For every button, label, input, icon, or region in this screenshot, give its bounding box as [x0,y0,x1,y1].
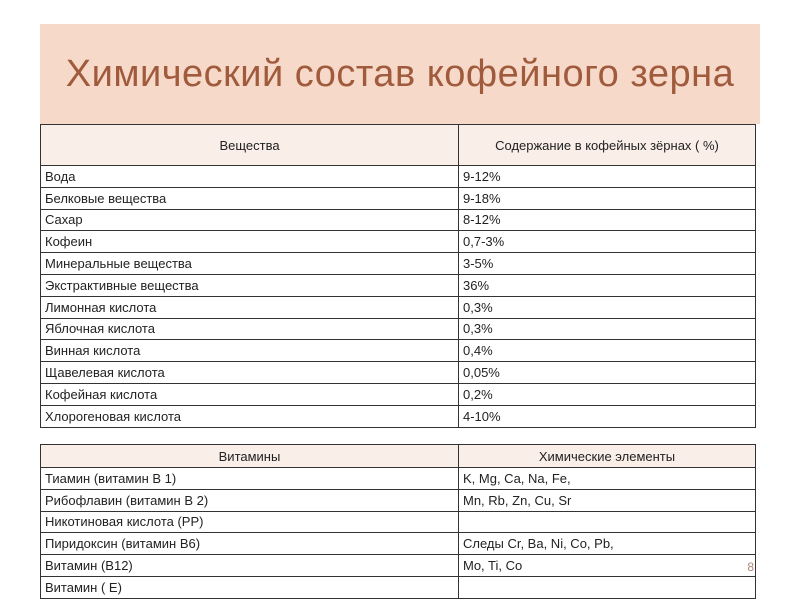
cell-content: 0,2% [459,383,756,405]
table-row [41,340,756,362]
table-row [41,511,756,533]
cell-elements: Следы Cr, Ba, Ni, Co, Pb, [459,533,756,555]
table-row [41,166,756,188]
table-row [41,468,756,490]
vitamins-table [40,444,756,599]
cell-substance: Вода [41,166,459,188]
composition-table [40,124,756,428]
table-row [41,533,756,555]
cell-vitamin: Витамин (B12) [41,555,459,577]
page-title: Химический состав кофейного зерна [65,52,735,95]
table-row [41,274,756,296]
table-row [41,231,756,253]
table-row [41,253,756,275]
table-row [41,555,756,577]
cell-vitamin: Витамин ( E) [41,576,459,598]
cell-elements [459,576,756,598]
cell-elements: Mn, Rb, Zn, Cu, Sr [459,489,756,511]
cell-content: 3-5% [459,253,756,275]
page-number: 8 [747,560,754,574]
cell-content: 0,05% [459,362,756,384]
cell-elements: Mo, Ti, Co [459,555,756,577]
cell-content: 8-12% [459,209,756,231]
table-row [41,362,756,384]
cell-substance: Лимонная кислота [41,296,459,318]
table-row [41,405,756,427]
cell-vitamin: Рибофлавин (витамин B 2) [41,489,459,511]
cell-substance: Белковые вещества [41,187,459,209]
cell-elements [459,511,756,533]
cell-substance: Минеральные вещества [41,253,459,275]
cell-content: 0,7-3% [459,231,756,253]
cell-content: 0,3% [459,318,756,340]
cell-vitamin: Никотиновая кислота (PP) [41,511,459,533]
cell-substance: Щавелевая кислота [41,362,459,384]
cell-substance: Яблочная кислота [41,318,459,340]
cell-content: 0,3% [459,296,756,318]
cell-substance: Хлорогеновая кислота [41,405,459,427]
table-row [41,318,756,340]
table-row [41,576,756,598]
column-header: Вещества [41,125,459,166]
table-row [41,383,756,405]
cell-content: 0,4% [459,340,756,362]
table-row [41,489,756,511]
table-row [41,296,756,318]
cell-vitamin: Пиридоксин (витамин B6) [41,533,459,555]
cell-substance: Экстрактивные вещества [41,274,459,296]
cell-content: 9-12% [459,166,756,188]
cell-substance: Кофейная кислота [41,383,459,405]
cell-substance: Сахар [41,209,459,231]
table-header-row [41,445,756,468]
cell-vitamin: Тиамин (витамин B 1) [41,468,459,490]
column-header: Химические элементы [459,445,756,468]
cell-content: 9-18% [459,187,756,209]
column-header: Содержание в кофейных зёрнах ( %) [459,125,756,166]
cell-elements: K, Mg, Ca, Na, Fe, [459,468,756,490]
cell-substance: Винная кислота [41,340,459,362]
column-header: Витамины [41,445,459,468]
title-band [40,24,760,124]
cell-content: 4-10% [459,405,756,427]
table-header-row [41,125,756,166]
table-row [41,209,756,231]
cell-substance: Кофеин [41,231,459,253]
table-row [41,187,756,209]
cell-content: 36% [459,274,756,296]
